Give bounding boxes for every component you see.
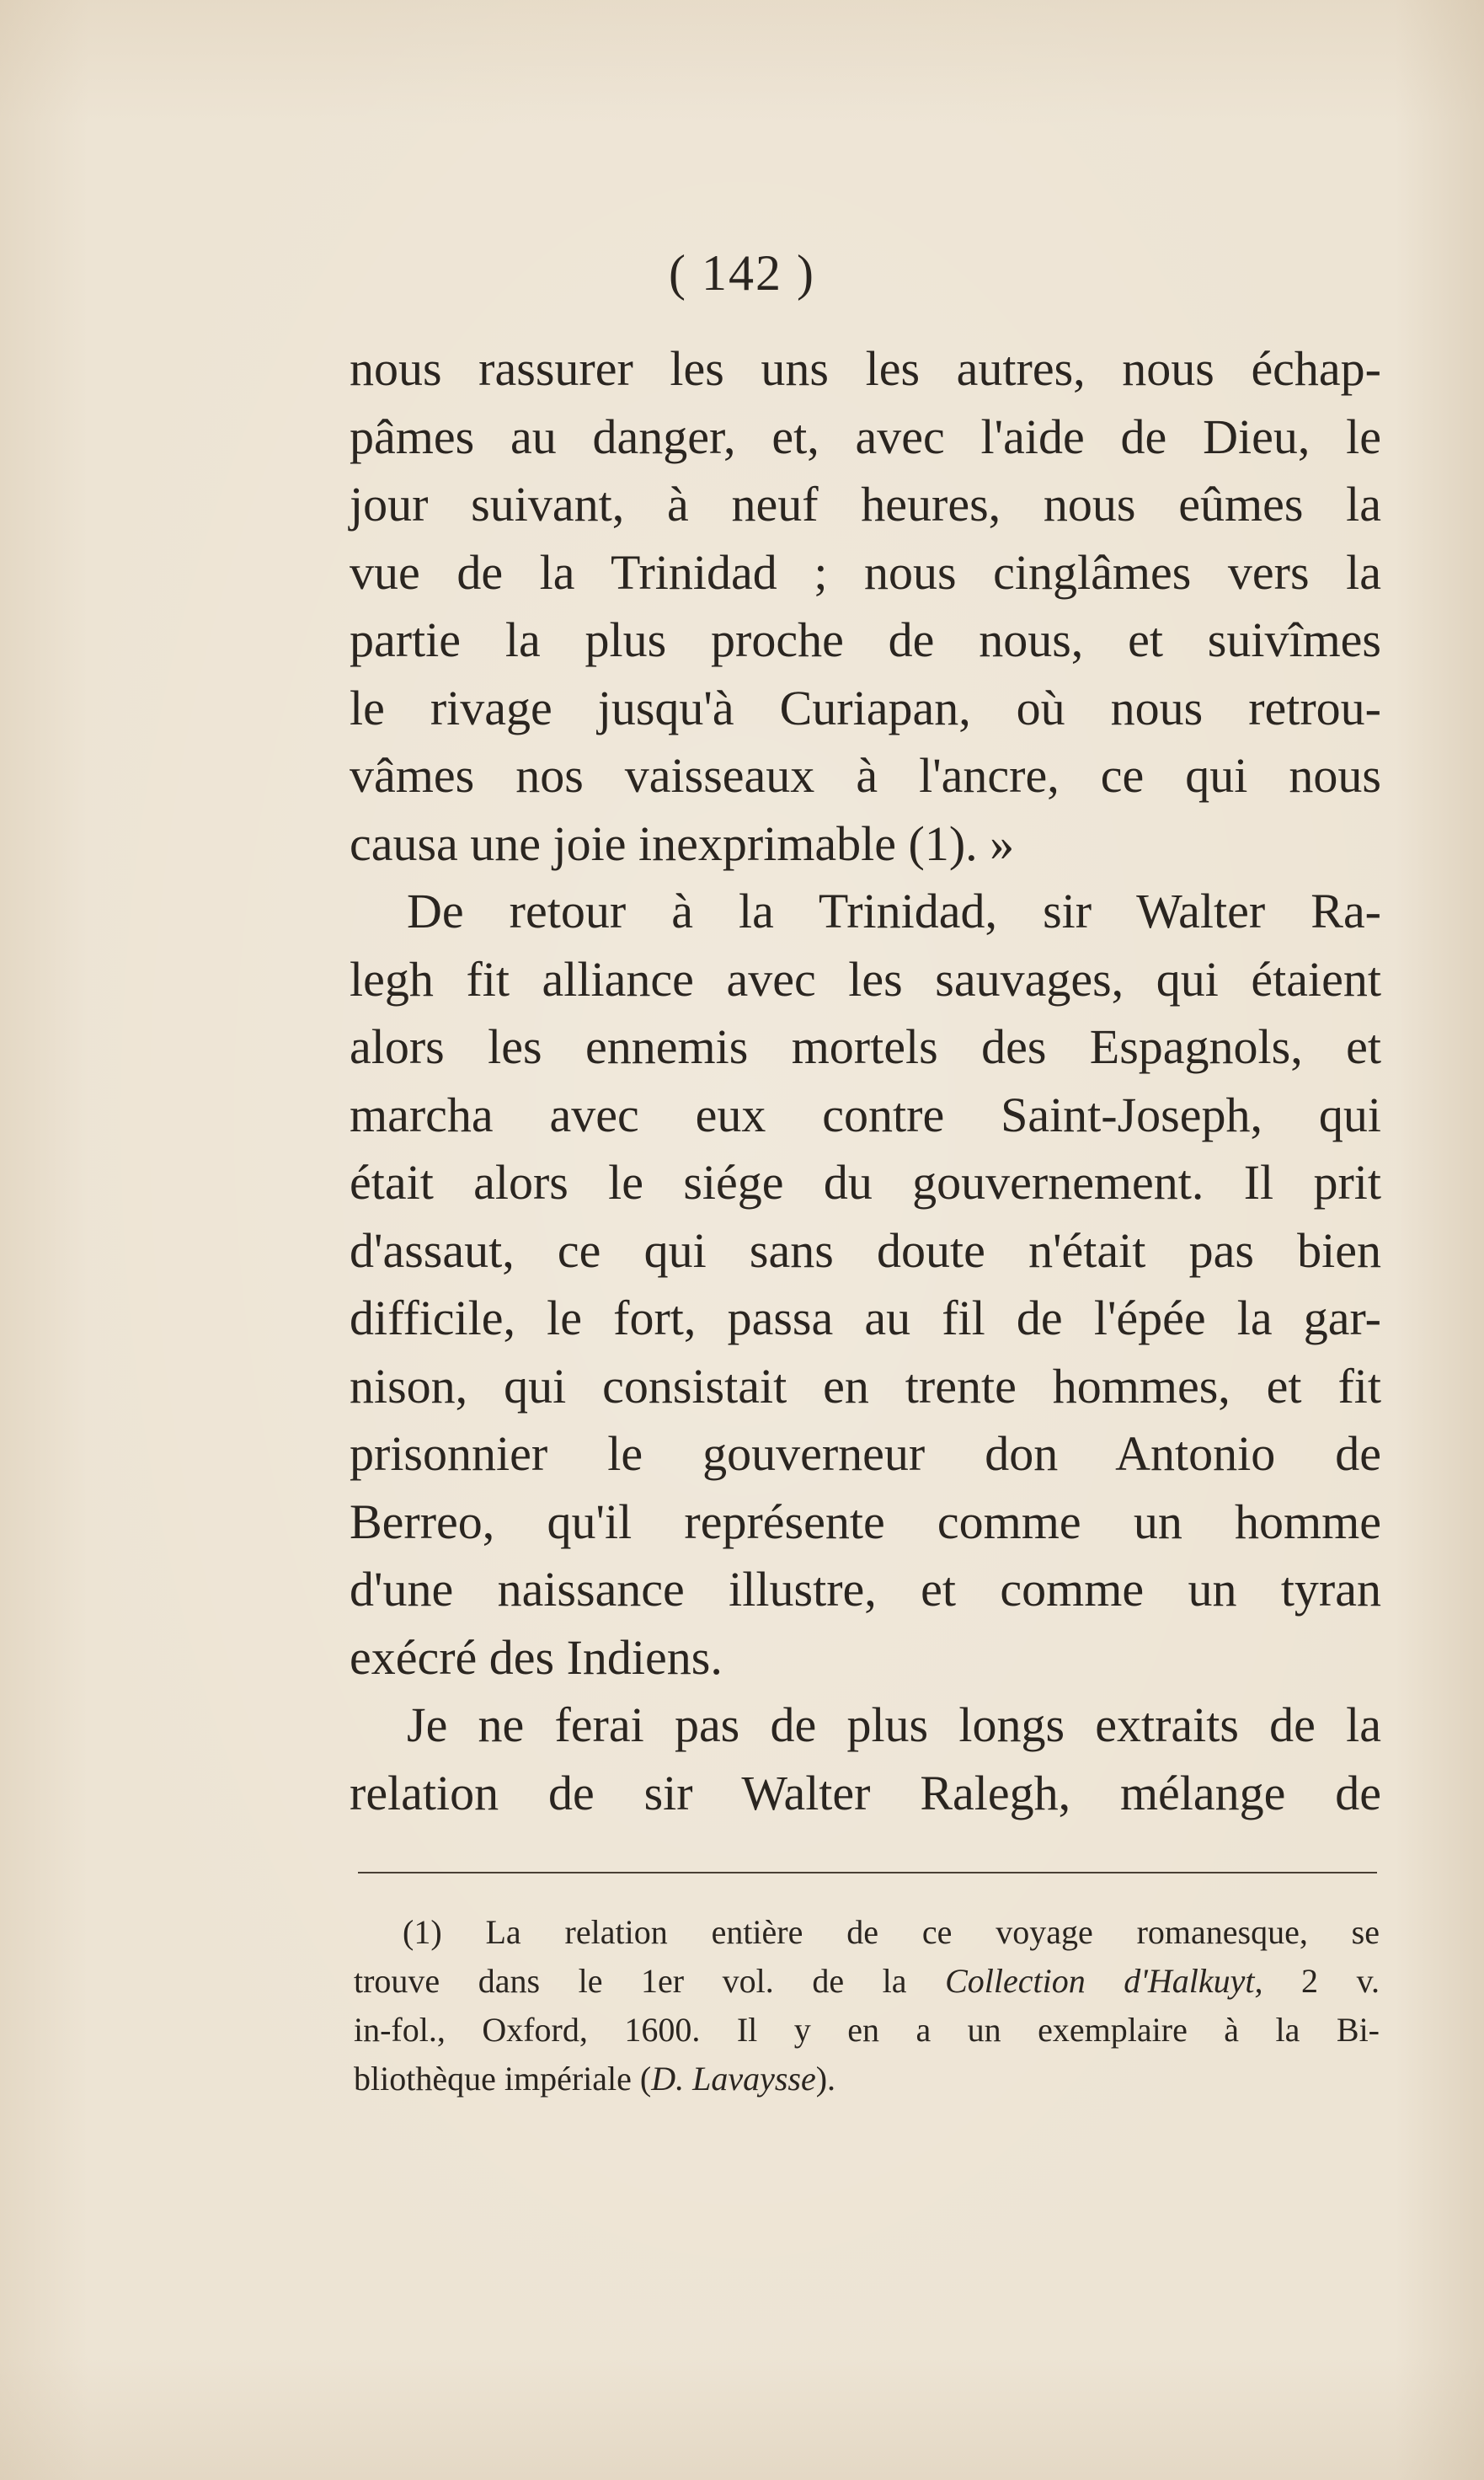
text-line: difficile, le fort, passa au fil de l'épée la gar-	[350, 1291, 1381, 1345]
text-line: marcha avec eux contre Saint-Joseph, qui	[350, 1087, 1381, 1142]
footnote-line: in-fol., Oxford, 1600. Il y en a un exemplaire à la Bi-	[354, 2011, 1380, 2049]
text-line: d'une naissance illustre, et comme un tyran	[350, 1562, 1381, 1617]
text-line: exécré des Indiens.	[350, 1629, 723, 1685]
text-line: vâmes nos vaisseaux à l'ancre, ce qui nous	[350, 748, 1381, 803]
footnote-divider	[358, 1872, 1377, 1873]
text-line: nison, qui consistait en trente hommes, et fit	[350, 1358, 1381, 1414]
text-line: causa une joie inexprimable (1). »	[350, 815, 1015, 871]
text-line: le rivage jusqu'à Curiapan, où nous retrou-	[350, 680, 1381, 735]
footnote-text: 2 v.	[1262, 1962, 1380, 2000]
footnote	[354, 1908, 1380, 2103]
text-line: était alors le siége du gouvernement. Il prit	[350, 1155, 1381, 1210]
footnote-collection-title: Collection d'Halkuyt,	[945, 1962, 1263, 2000]
text-line: Berreo, qu'il représente comme un homme	[350, 1494, 1381, 1549]
footnote-text: trouve dans le 1er vol. de la	[354, 1962, 946, 2000]
text-line: alors les ennemis mortels des Espagnols, et	[350, 1019, 1381, 1074]
text-line: legh fit alliance avec les sauvages, qui étaient	[350, 951, 1381, 1007]
text-line: vue de la Trinidad ; nous cinglâmes vers la	[350, 544, 1381, 600]
footnote-text: ).	[815, 2060, 836, 2098]
text-line: partie la plus proche de nous, et suivîmes	[350, 612, 1381, 667]
text-line: pâmes au danger, et, avec l'aide de Dieu, le	[350, 409, 1381, 464]
text-line: nous rassurer les uns les autres, nous échap-	[350, 341, 1381, 396]
footnote-line	[354, 2055, 1380, 2103]
footnote-line	[354, 1957, 1380, 2006]
text-line: jour suivant, à neuf heures, nous eûmes la	[350, 477, 1381, 532]
footnote-author: D. Lavaysse	[651, 2060, 816, 2098]
body-text	[350, 335, 1381, 1827]
text-line: relation de sir Walter Ralegh, mélange de	[350, 1765, 1381, 1820]
text-line: d'assaut, ce qui sans doute n'était pas bien	[350, 1222, 1381, 1278]
page-number: ( 142 )	[669, 245, 815, 301]
text-line: De retour à la Trinidad, sir Walter Ra-	[407, 884, 1381, 938]
text-line: Je ne ferai pas de plus longs extraits de la	[407, 1697, 1381, 1752]
footnote-line: (1) La relation entière de ce voyage romanesque, se	[403, 1913, 1380, 1951]
text-line: prisonnier le gouverneur don Antonio de	[350, 1426, 1381, 1481]
footnote-text: bliothèque impériale (	[354, 2060, 652, 2098]
